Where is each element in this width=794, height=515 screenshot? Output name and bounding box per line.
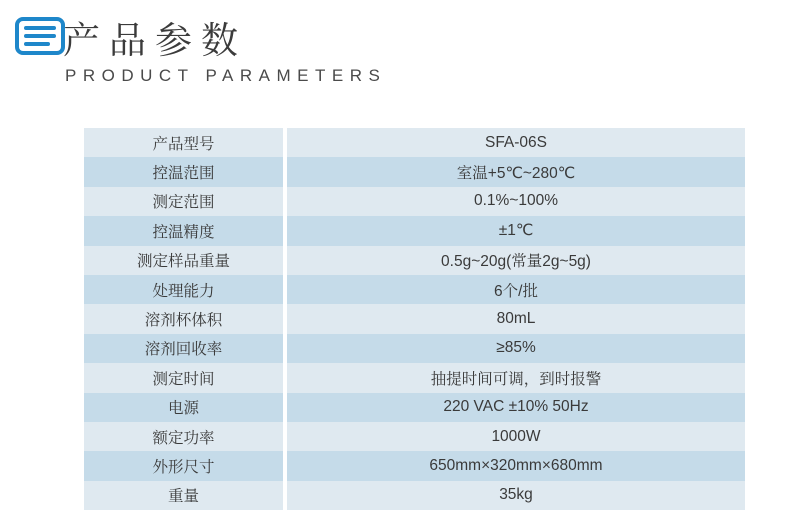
table-row	[84, 275, 745, 304]
param-value: 650mm×320mm×680mm	[287, 451, 745, 480]
param-value: 6个/批	[287, 275, 745, 304]
table-row	[84, 481, 745, 510]
param-label: 测定范围	[84, 187, 283, 216]
icon-line	[24, 34, 56, 38]
table-row	[84, 304, 745, 333]
param-label: 重量	[84, 481, 283, 510]
param-label: 溶剂回收率	[84, 334, 283, 363]
table-row	[84, 334, 745, 363]
table-row	[84, 246, 745, 275]
table-row	[84, 157, 745, 186]
param-label: 电源	[84, 393, 283, 422]
param-value: 抽提时间可调，到时报警	[287, 363, 745, 392]
param-label: 产品型号	[84, 128, 283, 157]
page-header	[0, 0, 794, 110]
param-label: 处理能力	[84, 275, 283, 304]
param-value: 220 VAC ±10% 50Hz	[287, 393, 745, 422]
param-label: 控温精度	[84, 216, 283, 245]
param-value: 0.1%~100%	[287, 187, 745, 216]
param-label: 控温范围	[84, 157, 283, 186]
param-value: 1000W	[287, 422, 745, 451]
page-title: 产品参数	[63, 20, 247, 61]
table-row	[84, 187, 745, 216]
icon-line	[24, 42, 50, 46]
table-row	[84, 451, 745, 480]
param-value: 室温+5℃~280℃	[287, 157, 745, 186]
param-label: 测定样品重量	[84, 246, 283, 275]
table-row	[84, 128, 745, 157]
param-label: 外形尺寸	[84, 451, 283, 480]
param-value: SFA-06S	[287, 128, 745, 157]
param-value: 35kg	[287, 481, 745, 510]
table-row	[84, 363, 745, 392]
table-row	[84, 422, 745, 451]
icon-line	[24, 26, 56, 30]
param-value: ±1℃	[287, 216, 745, 245]
table-row	[84, 393, 745, 422]
param-value: 0.5g~20g(常量2g~5g)	[287, 246, 745, 275]
param-label: 溶剂杯体积	[84, 304, 283, 333]
table-row	[84, 216, 745, 245]
param-value: ≥85%	[287, 334, 745, 363]
page-subtitle: PRODUCT PARAMETERS	[65, 66, 387, 85]
param-label: 额定功率	[84, 422, 283, 451]
param-value: 80mL	[287, 304, 745, 333]
parameters-table	[84, 128, 745, 510]
document-lines-icon	[15, 17, 65, 55]
param-label: 测定时间	[84, 363, 283, 392]
